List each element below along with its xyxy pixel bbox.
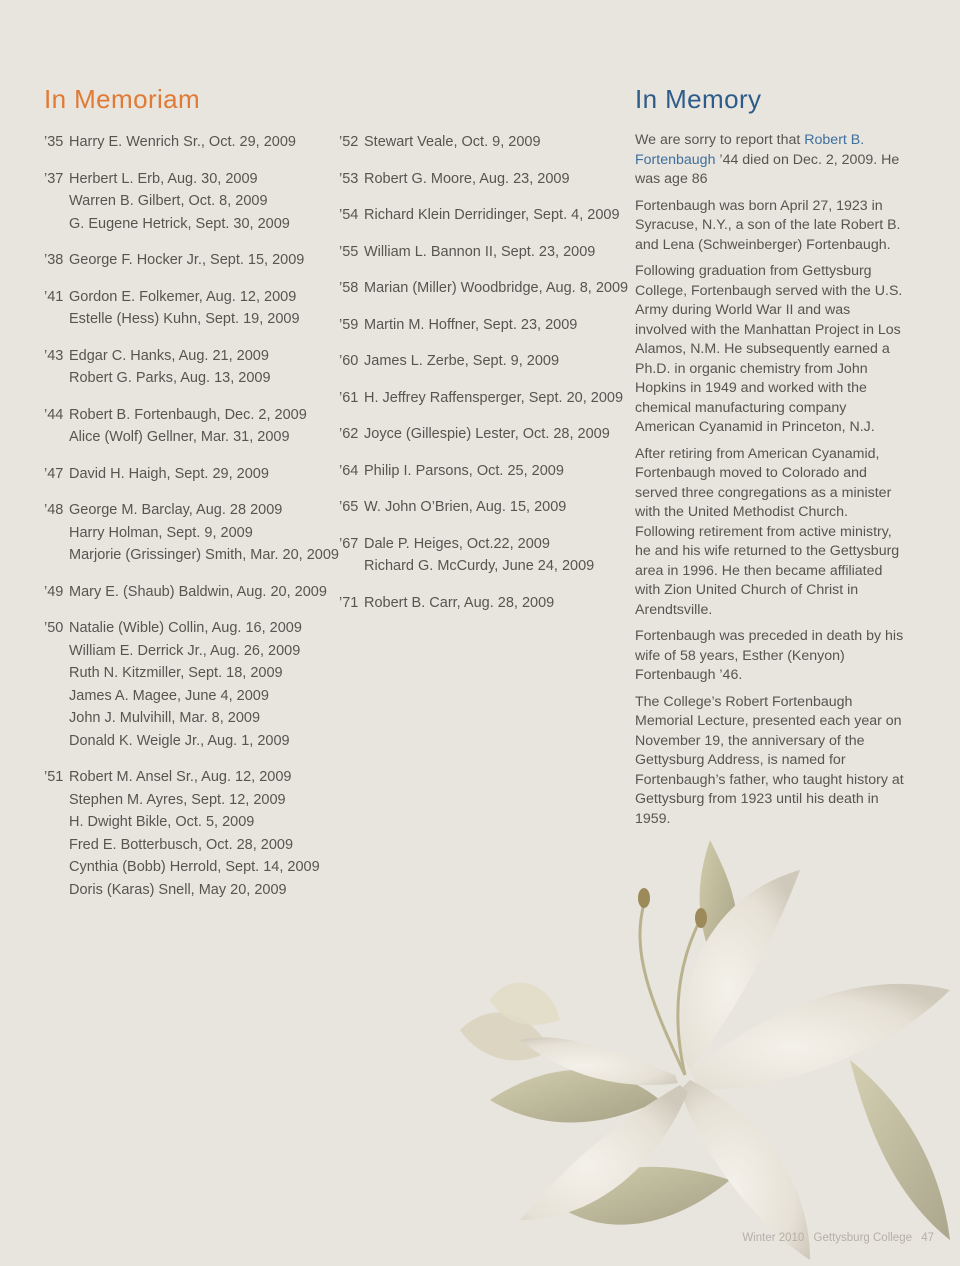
class-year: ’71 — [339, 594, 359, 611]
deceased-entry: W. John O’Brien, Aug. 15, 2009 — [364, 499, 567, 515]
class-year-group — [339, 168, 628, 191]
deceased-entry: Harry Holman, Sept. 9, 2009 — [69, 524, 253, 541]
deceased-names — [364, 423, 610, 446]
deceased-entry: H. Jeffrey Raffensperger, Sept. 20, 2009 — [364, 389, 624, 406]
intro-post: ’44 died on Dec. 2, 2009. He was age 86 — [635, 151, 900, 187]
deceased-names — [364, 241, 595, 264]
class-year-group — [339, 460, 628, 483]
deceased-names — [364, 496, 566, 519]
lily-flower-image — [430, 800, 960, 1266]
class-year-group — [339, 350, 628, 373]
deceased-entry: Harry E. Wenrich Sr., Oct. 29, 2009 — [69, 134, 296, 150]
class-year-group — [339, 592, 628, 615]
deceased-entry: James L. Zerbe, Sept. 9, 2009 — [364, 353, 560, 369]
deceased-names — [364, 387, 623, 410]
deceased-names — [69, 249, 304, 272]
deceased-names — [69, 499, 339, 567]
class-year: ’50 — [44, 620, 64, 636]
class-year-group — [339, 131, 628, 154]
deceased-entry: Stewart Veale, Oct. 9, 2009 — [364, 134, 541, 150]
class-year: ’35 — [44, 134, 64, 150]
class-year-group — [339, 204, 628, 227]
intro-highlight-name: Robert B. Fortenbaugh — [635, 132, 865, 168]
memory-paragraph: The College’s Robert Fortenbaugh Memorial Lecture, presented each year on November 19, the anniversary of the Gettysburg Address, is named for Fortenbaugh’s father, who taught history at Gettysburg from 1923 until his death in 1959. — [635, 693, 904, 827]
deceased-entry: Fred E. Botterbusch, Oct. 28, 2009 — [69, 836, 294, 853]
deceased-names — [364, 131, 541, 154]
deceased-entry: G. Eugene Hetrick, Sept. 30, 2009 — [69, 215, 290, 232]
memory-paragraph: Following graduation from Gettysburg College, Fortenbaugh served with the U.S. Army during World War II and was involved with the Manhattan Project in Los Alamos, N.M. He subsequently earned a Ph.D. in organic chemistry from John Hopkins in 1949 and worked with the chemical manufacturing company American Cyanamid in Princeton, N.J. — [635, 263, 903, 435]
class-year: ’51 — [44, 769, 64, 785]
class-year: ’38 — [44, 252, 64, 268]
class-year: ’44 — [44, 406, 64, 423]
deceased-entry: Robert G. Moore, Aug. 23, 2009 — [364, 170, 570, 187]
class-year-group — [339, 496, 628, 519]
footer-page-number: 47 — [921, 1232, 934, 1244]
memory-paragraph: After retiring from American Cyanamid, Fortenbaugh moved to Colorado and served three congregations as a minister with the United Methodist Church. Following retirement from active ministry, he and his wife returned to the Gettysburg area in 1996. He then became affiliated with Zion United Church of Christ in Arendtsville. — [635, 445, 900, 618]
deceased-names — [69, 286, 300, 331]
class-year-group — [44, 345, 339, 390]
class-year-group — [44, 286, 339, 331]
deceased-entry: George M. Barclay, Aug. 28 2009 — [69, 502, 283, 518]
deceased-names — [364, 204, 620, 227]
class-year: ’52 — [339, 134, 359, 150]
class-year-group — [339, 423, 628, 446]
deceased-names — [364, 460, 564, 483]
class-year-group — [44, 249, 339, 272]
class-year: ’60 — [339, 353, 359, 369]
in-memory-heading: In Memory — [635, 84, 762, 114]
deceased-names — [69, 581, 327, 604]
class-year: ’59 — [339, 316, 359, 333]
class-year-group — [339, 277, 628, 300]
deceased-entry: Doris (Karas) Snell, May 20, 2009 — [69, 881, 287, 898]
class-year-group — [44, 617, 339, 752]
deceased-names — [69, 617, 302, 752]
footer-publication: Gettysburg College — [813, 1232, 912, 1244]
class-year-group — [339, 387, 628, 410]
deceased-entry: James A. Magee, June 4, 2009 — [69, 687, 269, 704]
deceased-names — [69, 345, 271, 390]
memoriam-list-2 — [339, 131, 628, 628]
class-year: ’53 — [339, 170, 359, 187]
intro-pre: We are sorry to report that — [635, 132, 805, 148]
deceased-entry: Martin M. Hoffner, Sept. 23, 2009 — [364, 316, 578, 333]
deceased-entry: Marjorie (Grissinger) Smith, Mar. 20, 2009 — [69, 547, 339, 563]
deceased-names — [69, 131, 296, 154]
deceased-entry: Marian (Miller) Woodbridge, Aug. 8, 2009 — [364, 280, 629, 296]
deceased-entry: Herbert L. Erb, Aug. 30, 2009 — [69, 170, 258, 187]
class-year-group — [44, 131, 339, 154]
class-year: ’55 — [339, 243, 359, 260]
class-year: ’43 — [44, 347, 64, 364]
deceased-entry: William L. Bannon II, Sept. 23, 2009 — [364, 243, 596, 260]
deceased-entry: Robert M. Ansel Sr., Aug. 12, 2009 — [69, 769, 292, 785]
deceased-names — [364, 314, 577, 337]
deceased-entry: Cynthia (Bobb) Herrold, Sept. 14, 2009 — [69, 859, 320, 875]
class-year-group — [339, 533, 628, 578]
page-footer — [736, 1232, 934, 1244]
deceased-entry: Dale P. Heiges, Oct.22, 2009 — [364, 535, 550, 552]
memory-article — [635, 131, 905, 836]
memoriam-list-1 — [44, 131, 339, 915]
class-year: ’64 — [339, 462, 359, 479]
class-year-group — [44, 766, 339, 901]
deceased-entry: Mary E. (Shaub) Baldwin, Aug. 20, 2009 — [69, 583, 327, 600]
deceased-entry: Gordon E. Folkemer, Aug. 12, 2009 — [69, 288, 297, 305]
class-year: ’61 — [339, 389, 359, 406]
in-memoriam-heading: In Memoriam — [44, 84, 201, 114]
class-year: ’67 — [339, 535, 359, 552]
deceased-entry: Robert G. Parks, Aug. 13, 2009 — [69, 370, 271, 386]
memory-intro — [635, 131, 905, 190]
class-year: ’48 — [44, 502, 64, 518]
deceased-names — [69, 463, 269, 486]
deceased-entry: George F. Hocker Jr., Sept. 15, 2009 — [69, 252, 305, 268]
class-year: ’49 — [44, 583, 64, 600]
deceased-names — [69, 168, 290, 236]
deceased-entry: Robert B. Fortenbaugh, Dec. 2, 2009 — [69, 406, 307, 423]
deceased-entry: Edgar C. Hanks, Aug. 21, 2009 — [69, 347, 269, 364]
class-year-group — [44, 499, 339, 567]
memory-paragraph: Fortenbaugh was preceded in death by his wife of 58 years, Esther (Kenyon) Fortenbaugh ’46. — [635, 628, 904, 683]
class-year-group — [44, 463, 339, 486]
deceased-entry: Joyce (Gillespie) Lester, Oct. 28, 2009 — [364, 426, 610, 442]
deceased-entry: Stephen M. Ayres, Sept. 12, 2009 — [69, 791, 286, 808]
deceased-entry: Donald K. Weigle Jr., Aug. 1, 2009 — [69, 732, 290, 749]
class-year: ’54 — [339, 207, 359, 223]
class-year: ’58 — [339, 280, 359, 296]
deceased-entry: Ruth N. Kitzmiller, Sept. 18, 2009 — [69, 665, 283, 681]
class-year: ’47 — [44, 465, 64, 482]
memory-paragraph: Fortenbaugh was born April 27, 1923 in Syracuse, N.Y., a son of the late Robert B. and Lena (Schweinberger) Fortenbaugh. — [635, 197, 901, 253]
deceased-names — [364, 350, 559, 373]
class-year-group — [44, 404, 339, 449]
deceased-names — [69, 404, 307, 449]
class-year: ’62 — [339, 426, 359, 442]
class-year: ’65 — [339, 499, 359, 515]
deceased-names — [364, 168, 570, 191]
deceased-entry: Estelle (Hess) Kuhn, Sept. 19, 2009 — [69, 311, 300, 327]
deceased-names — [364, 592, 554, 615]
class-year-group — [44, 581, 339, 604]
deceased-entry: Richard Klein Derridinger, Sept. 4, 2009 — [364, 207, 620, 223]
deceased-entry: William E. Derrick Jr., Aug. 26, 2009 — [69, 642, 301, 659]
deceased-names — [364, 533, 594, 578]
deceased-entry: Philip I. Parsons, Oct. 25, 2009 — [364, 462, 564, 479]
deceased-entry: Alice (Wolf) Gellner, Mar. 31, 2009 — [69, 429, 290, 445]
deceased-entry: Warren B. Gilbert, Oct. 8, 2009 — [69, 193, 268, 209]
deceased-entry: Natalie (Wible) Collin, Aug. 16, 2009 — [69, 620, 302, 636]
footer-issue: Winter 2010 — [742, 1232, 805, 1244]
deceased-entry: John J. Mulvihill, Mar. 8, 2009 — [69, 710, 261, 726]
deceased-names — [69, 766, 320, 901]
class-year: ’37 — [44, 170, 64, 187]
deceased-entry: David H. Haigh, Sept. 29, 2009 — [69, 465, 269, 482]
class-year-group — [339, 241, 628, 264]
deceased-entry: H. Dwight Bikle, Oct. 5, 2009 — [69, 814, 255, 830]
class-year-group — [44, 168, 339, 236]
deceased-entry: Robert B. Carr, Aug. 28, 2009 — [364, 594, 555, 611]
deceased-entry: Richard G. McCurdy, June 24, 2009 — [364, 558, 595, 574]
deceased-names — [364, 277, 628, 300]
class-year-group — [339, 314, 628, 337]
class-year: ’41 — [44, 288, 64, 305]
